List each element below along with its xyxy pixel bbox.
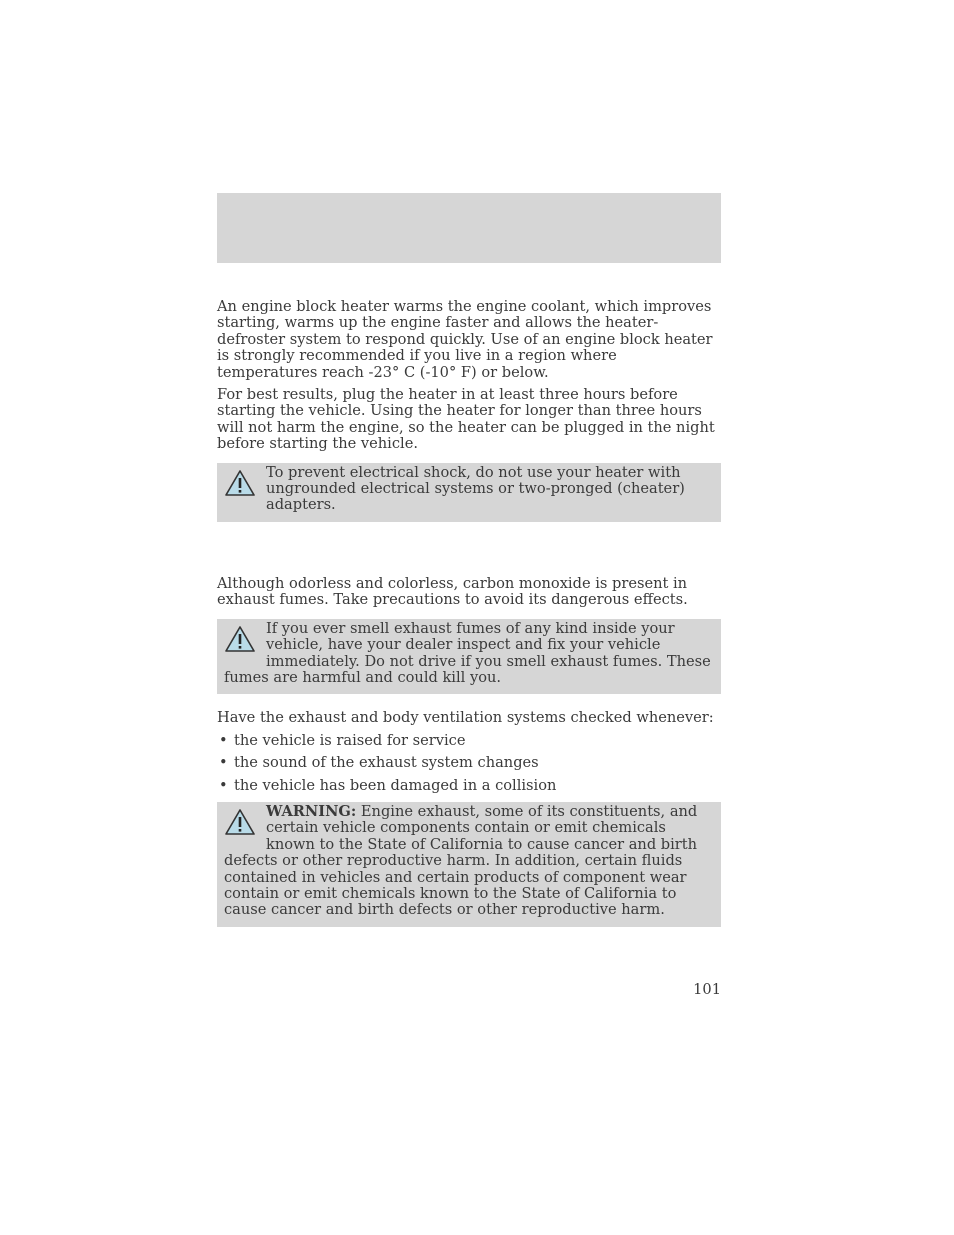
block-heater-paragraph-2: For best results, plug the heater in at least three hours before starting the vehicle. Using the heater for longer than three hours will not harm the engine, so the heater can be plugged in the night before starting the vehicle.	[217, 386, 715, 453]
list-item-text: the vehicle is raised for service	[234, 731, 466, 749]
list-item	[217, 755, 721, 771]
exhaust-check-list	[217, 733, 721, 794]
block-heater-paragraph-1: An engine block heater warms the engine coolant, which improves starting, warms up the engine faster and allows the heater-defroster system to respond quickly. Use of an engine block heater is strongly recommended if you live in a region where temperatures reach -23° C (-10° F) or below.	[217, 298, 713, 381]
bullet-glyph: •	[219, 776, 228, 794]
page-content	[217, 299, 721, 943]
exhaust-fumes-warning-box	[217, 619, 721, 695]
bullet-glyph: •	[219, 731, 228, 749]
california-warning-label: WARNING:	[266, 802, 357, 820]
warning-triangle-icon	[224, 808, 256, 836]
warning-triangle-icon	[224, 625, 256, 653]
list-item-text: the vehicle has been damaged in a collision	[234, 776, 557, 794]
list-item-text: the sound of the exhaust system changes	[234, 754, 539, 772]
electrical-shock-warning-text: To prevent electrical shock, do not use your heater with ungrounded electrical systems or two-pronged (cheater) adapters.	[266, 463, 685, 514]
exhaust-check-intro: Have the exhaust and body ventilation systems checked whenever:	[217, 709, 714, 727]
electrical-shock-warning-box	[217, 463, 721, 522]
section-header-band	[217, 193, 721, 263]
page-number: 101	[693, 981, 721, 998]
warning-triangle-icon	[224, 469, 256, 497]
list-item	[217, 778, 721, 794]
exhaust-fumes-warning-text: If you ever smell exhaust fumes of any kind inside your vehicle, have your dealer inspect and fix your vehicle immediately. Do not drive if you smell exhaust fumes. These fumes are harmful and could kill you.	[224, 619, 711, 686]
california-warning-text: Engine exhaust, some of its constituents, and certain vehicle components contain or emit chemicals known to the State of California to cause cancer and birth defects or other reproductive harm. In addition, certain fluids contained in vehicles and certain products of component wear contain or emit chemicals known to the State of California to cause cancer and birth defects or other reproductive harm.	[224, 802, 698, 919]
bullet-glyph: •	[219, 754, 228, 772]
list-item	[217, 733, 721, 749]
california-warning-box	[217, 802, 721, 927]
exhaust-paragraph-1: Although odorless and colorless, carbon monoxide is present in exhaust fumes. Take precautions to avoid its dangerous effects.	[217, 574, 688, 609]
